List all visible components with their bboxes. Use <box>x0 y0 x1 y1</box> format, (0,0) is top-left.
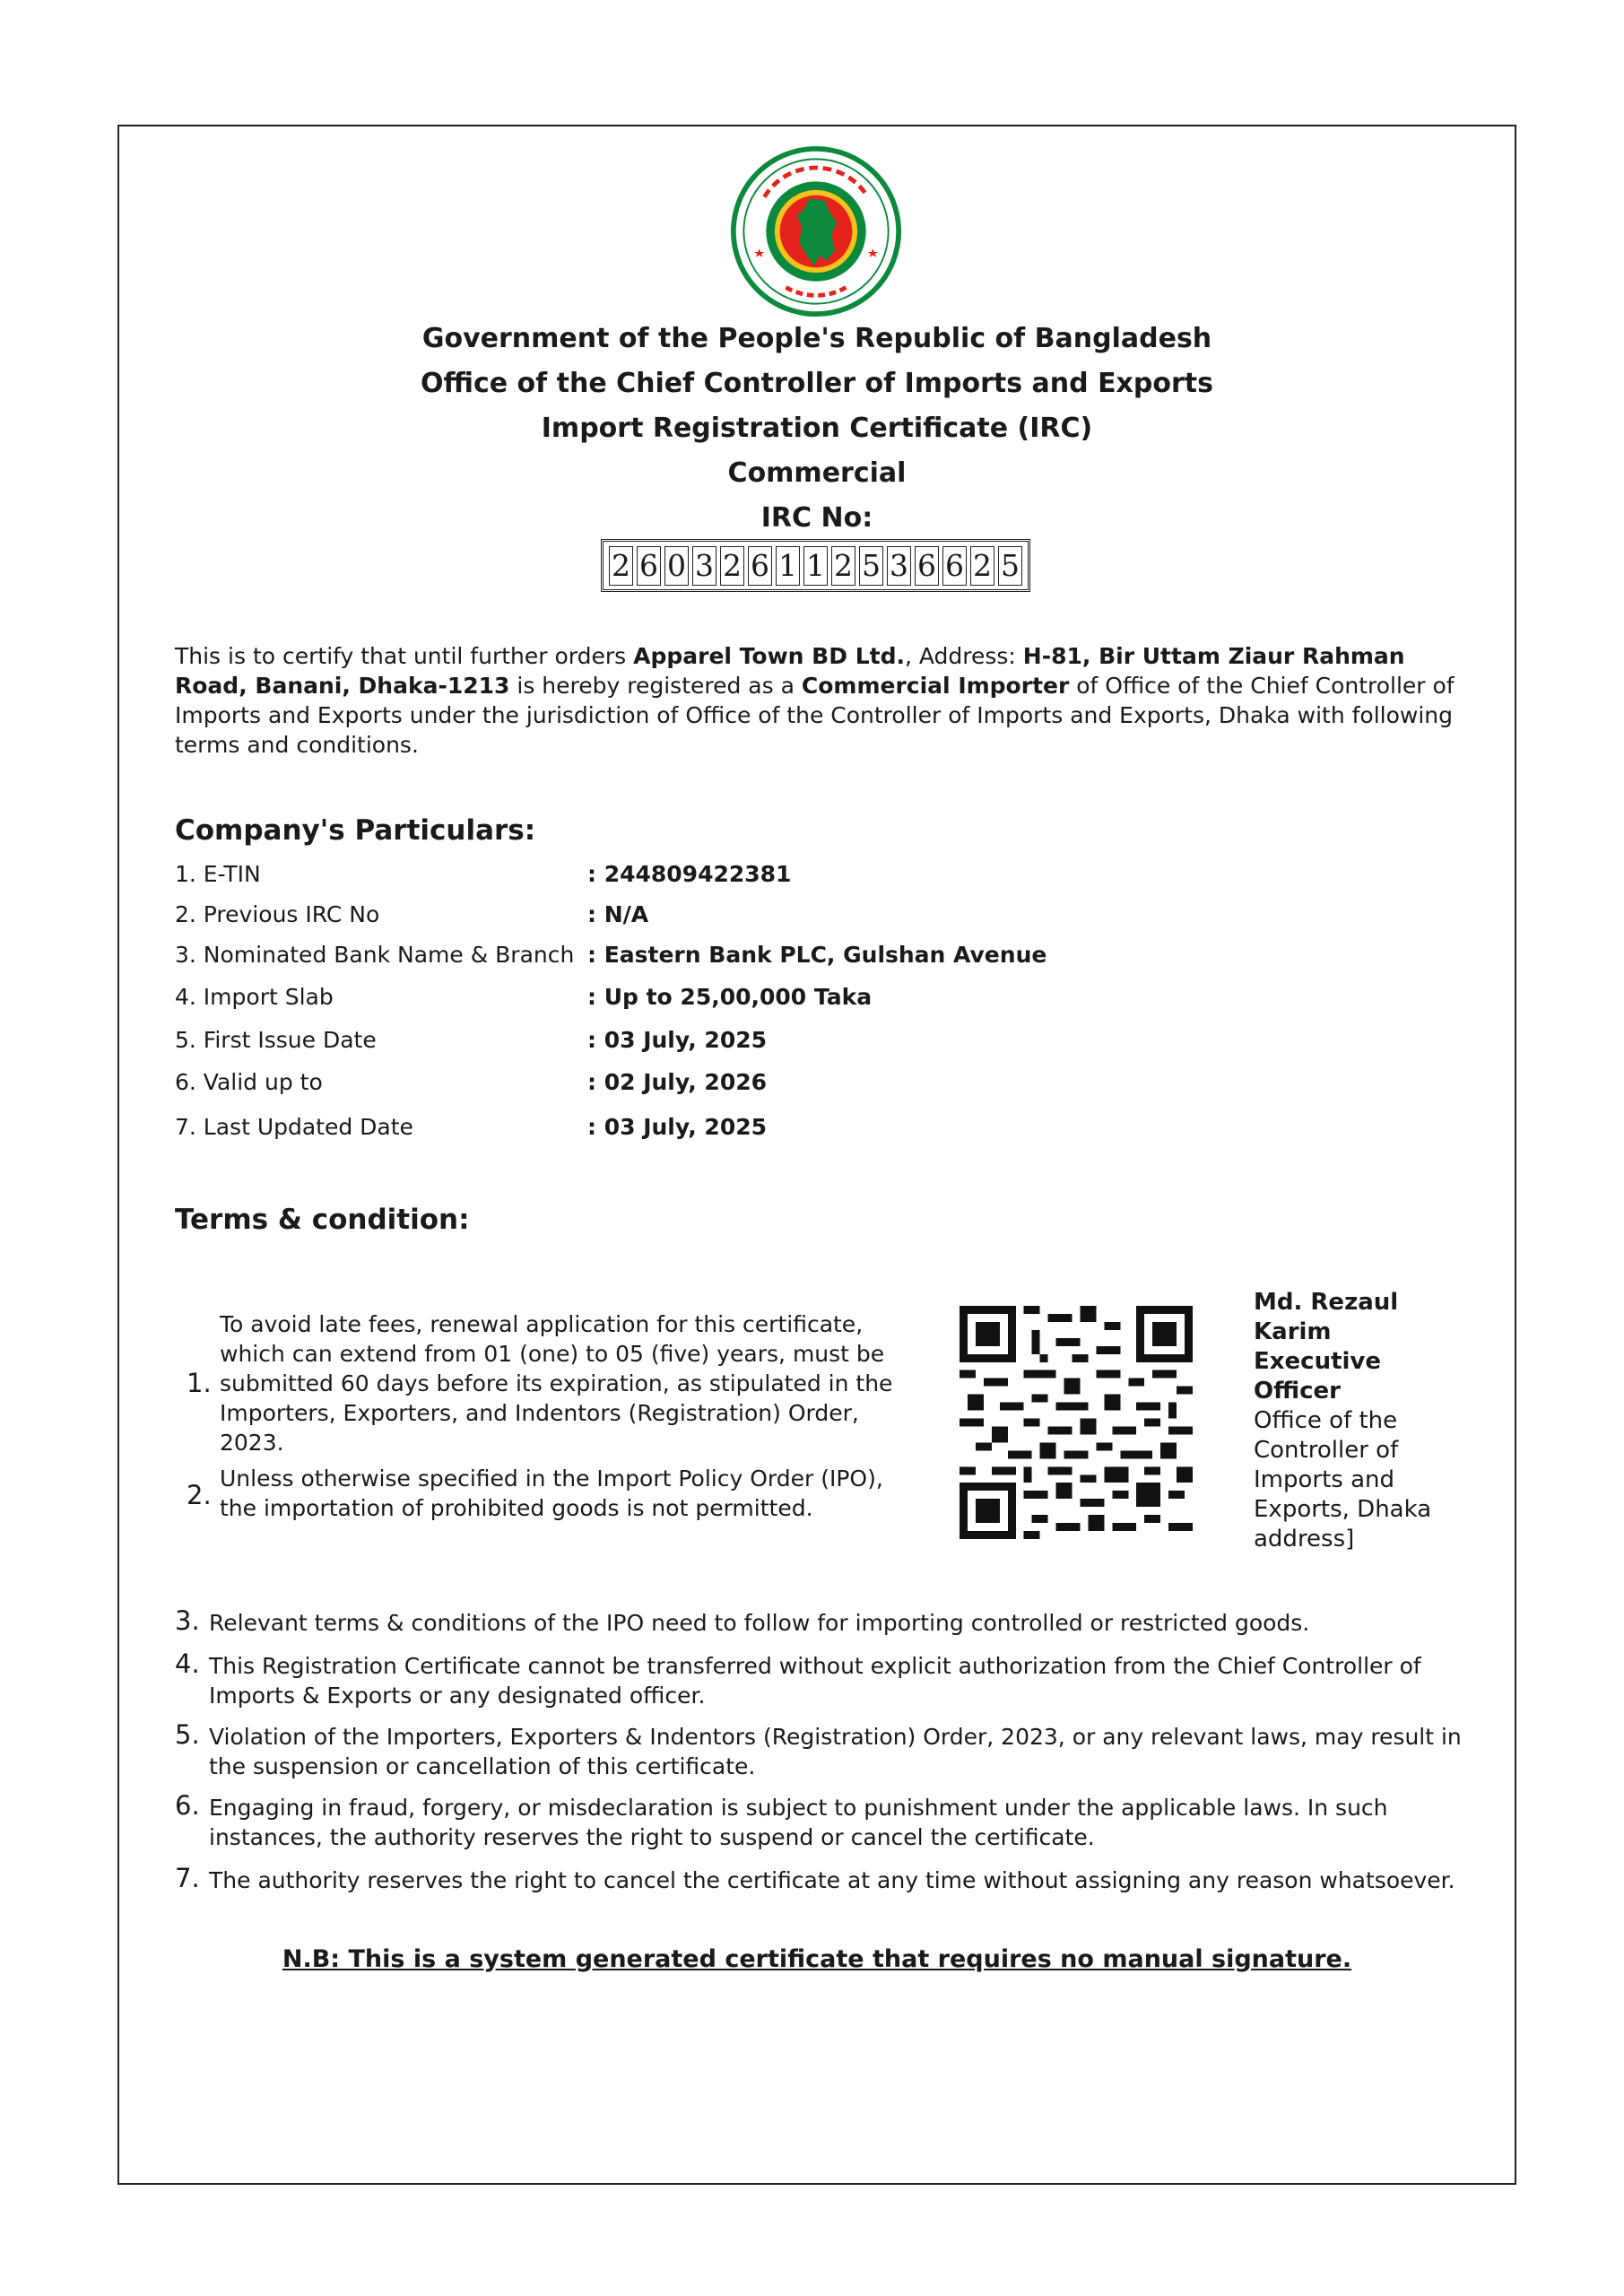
irc-digit: 3 <box>887 546 911 586</box>
irc-digit: 6 <box>915 546 939 586</box>
irc-digit: 2 <box>970 546 994 586</box>
company-name: Apparel Town BD Ltd. <box>633 643 905 669</box>
irc-digit: 3 <box>692 546 716 586</box>
term-text: This Registration Certificate cannot be transferred without explicit authorization from the Chief Controller of Imports & Exports or any designated officer. <box>209 1653 1421 1709</box>
particular-label: 1. E-TIN <box>175 861 261 887</box>
term-text: Engaging in fraud, forgery, or misdeclaration is subject to punishment under the applicable laws. In such instances, the authority reserves the right to suspend or cancel the certificate. <box>209 1795 1388 1850</box>
particular-value: : 03 July, 2025 <box>587 1027 767 1053</box>
company-address: H-81, Bir Uttam Ziaur Rahman Road, Banani, Dhaka-1213 <box>175 643 1405 699</box>
irc-digit: 1 <box>776 546 800 586</box>
irc-digit: 2 <box>609 546 633 586</box>
officer-office: Office of the Controller of Imports and Exports, Dhaka address] <box>1254 1407 1432 1552</box>
term-number: 6. <box>175 1790 200 1821</box>
irc-digit: 1 <box>803 546 828 586</box>
registration-role: Commercial Importer <box>801 673 1070 699</box>
irc-number-box <box>601 539 1030 592</box>
certify-text: is hereby registered as a <box>509 673 802 699</box>
signature-block <box>1254 1288 1451 1554</box>
term-number: 1. <box>187 1368 212 1398</box>
term-text: The authority reserves the right to cancel the certificate at any time without assigning any reason whatsoever. <box>209 1867 1455 1893</box>
certification-paragraph <box>175 641 1457 760</box>
irc-label: IRC No: <box>760 502 873 534</box>
certify-text: , Address: <box>904 643 1023 669</box>
irc-digit: 5 <box>859 546 883 586</box>
term-number: 3. <box>175 1605 200 1636</box>
qr-code <box>960 1306 1193 1539</box>
bangladesh-government-emblem <box>730 145 902 317</box>
irc-digit: 6 <box>637 546 661 586</box>
certificate-title: Import Registration Certificate (IRC) <box>541 413 1093 444</box>
government-title: Government of the People's Republic of Bangladesh <box>421 323 1212 354</box>
particular-label: 6. Valid up to <box>175 1069 323 1095</box>
particular-label: 5. First Issue Date <box>175 1027 377 1053</box>
term-text: Unless otherwise specified in the Import Policy Order (IPO), the importation of prohibited goods is not permitted. <box>220 1465 883 1521</box>
system-generated-note: N.B: This is a system generated certificate that requires no manual signature. <box>282 1945 1352 1973</box>
irc-digit: 6 <box>748 546 772 586</box>
irc-digit: 0 <box>664 546 689 586</box>
particular-value: : N/A <box>587 901 649 927</box>
particular-label: 2. Previous IRC No <box>175 901 380 927</box>
irc-digit: 2 <box>831 546 855 586</box>
certificate-type: Commercial <box>727 457 907 489</box>
officer-name-title: Md. Rezaul Karim Executive Officer <box>1254 1289 1399 1405</box>
term-number: 2. <box>187 1480 212 1510</box>
term-text: Relevant terms & conditions of the IPO need to follow for importing controlled or restricted goods. <box>209 1610 1310 1636</box>
particular-value: : Up to 25,00,000 Taka <box>587 984 873 1010</box>
particular-value: : 244809422381 <box>587 861 792 887</box>
terms-heading: Terms & condition: <box>175 1204 470 1236</box>
particular-label: 3. Nominated Bank Name & Branch <box>175 942 575 968</box>
term-number: 4. <box>175 1648 200 1679</box>
particular-value: : 03 July, 2025 <box>587 1114 767 1140</box>
particular-label: 7. Last Updated Date <box>175 1114 413 1140</box>
certify-text: This is to certify that until further orders <box>175 643 634 669</box>
term-number: 7. <box>175 1863 200 1893</box>
term-number: 5. <box>175 1719 200 1750</box>
particular-value: : 02 July, 2026 <box>587 1069 767 1095</box>
irc-digit: 2 <box>720 546 744 586</box>
term-text: Violation of the Importers, Exporters & Indentors (Registration) Order, 2023, or any relevant laws, may result in the suspension or cancellation of this certificate. <box>209 1724 1462 1779</box>
term-text: To avoid late fees, renewal application for this certificate, which can extend from 01 (one) to 05 (five) years, must be submitted 60 days before its expiration, as stipulated in the Importers, Exporters, and Indentors (Registration) Order, 2023. <box>220 1311 893 1456</box>
irc-digit: 5 <box>998 546 1022 586</box>
office-title: Office of the Chief Controller of Imports and Exports <box>420 368 1213 399</box>
particular-value: : Eastern Bank PLC, Gulshan Avenue <box>587 942 1047 968</box>
certify-text: of Office of the Chief Controller of Imports and Exports under the jurisdiction of Office of the Controller of Imports and Exports, Dhaka with following terms and conditions. <box>175 673 1455 758</box>
particulars-heading: Company's Particulars: <box>175 814 536 847</box>
irc-digit: 6 <box>942 546 967 586</box>
particular-label: 4. Import Slab <box>175 984 334 1010</box>
